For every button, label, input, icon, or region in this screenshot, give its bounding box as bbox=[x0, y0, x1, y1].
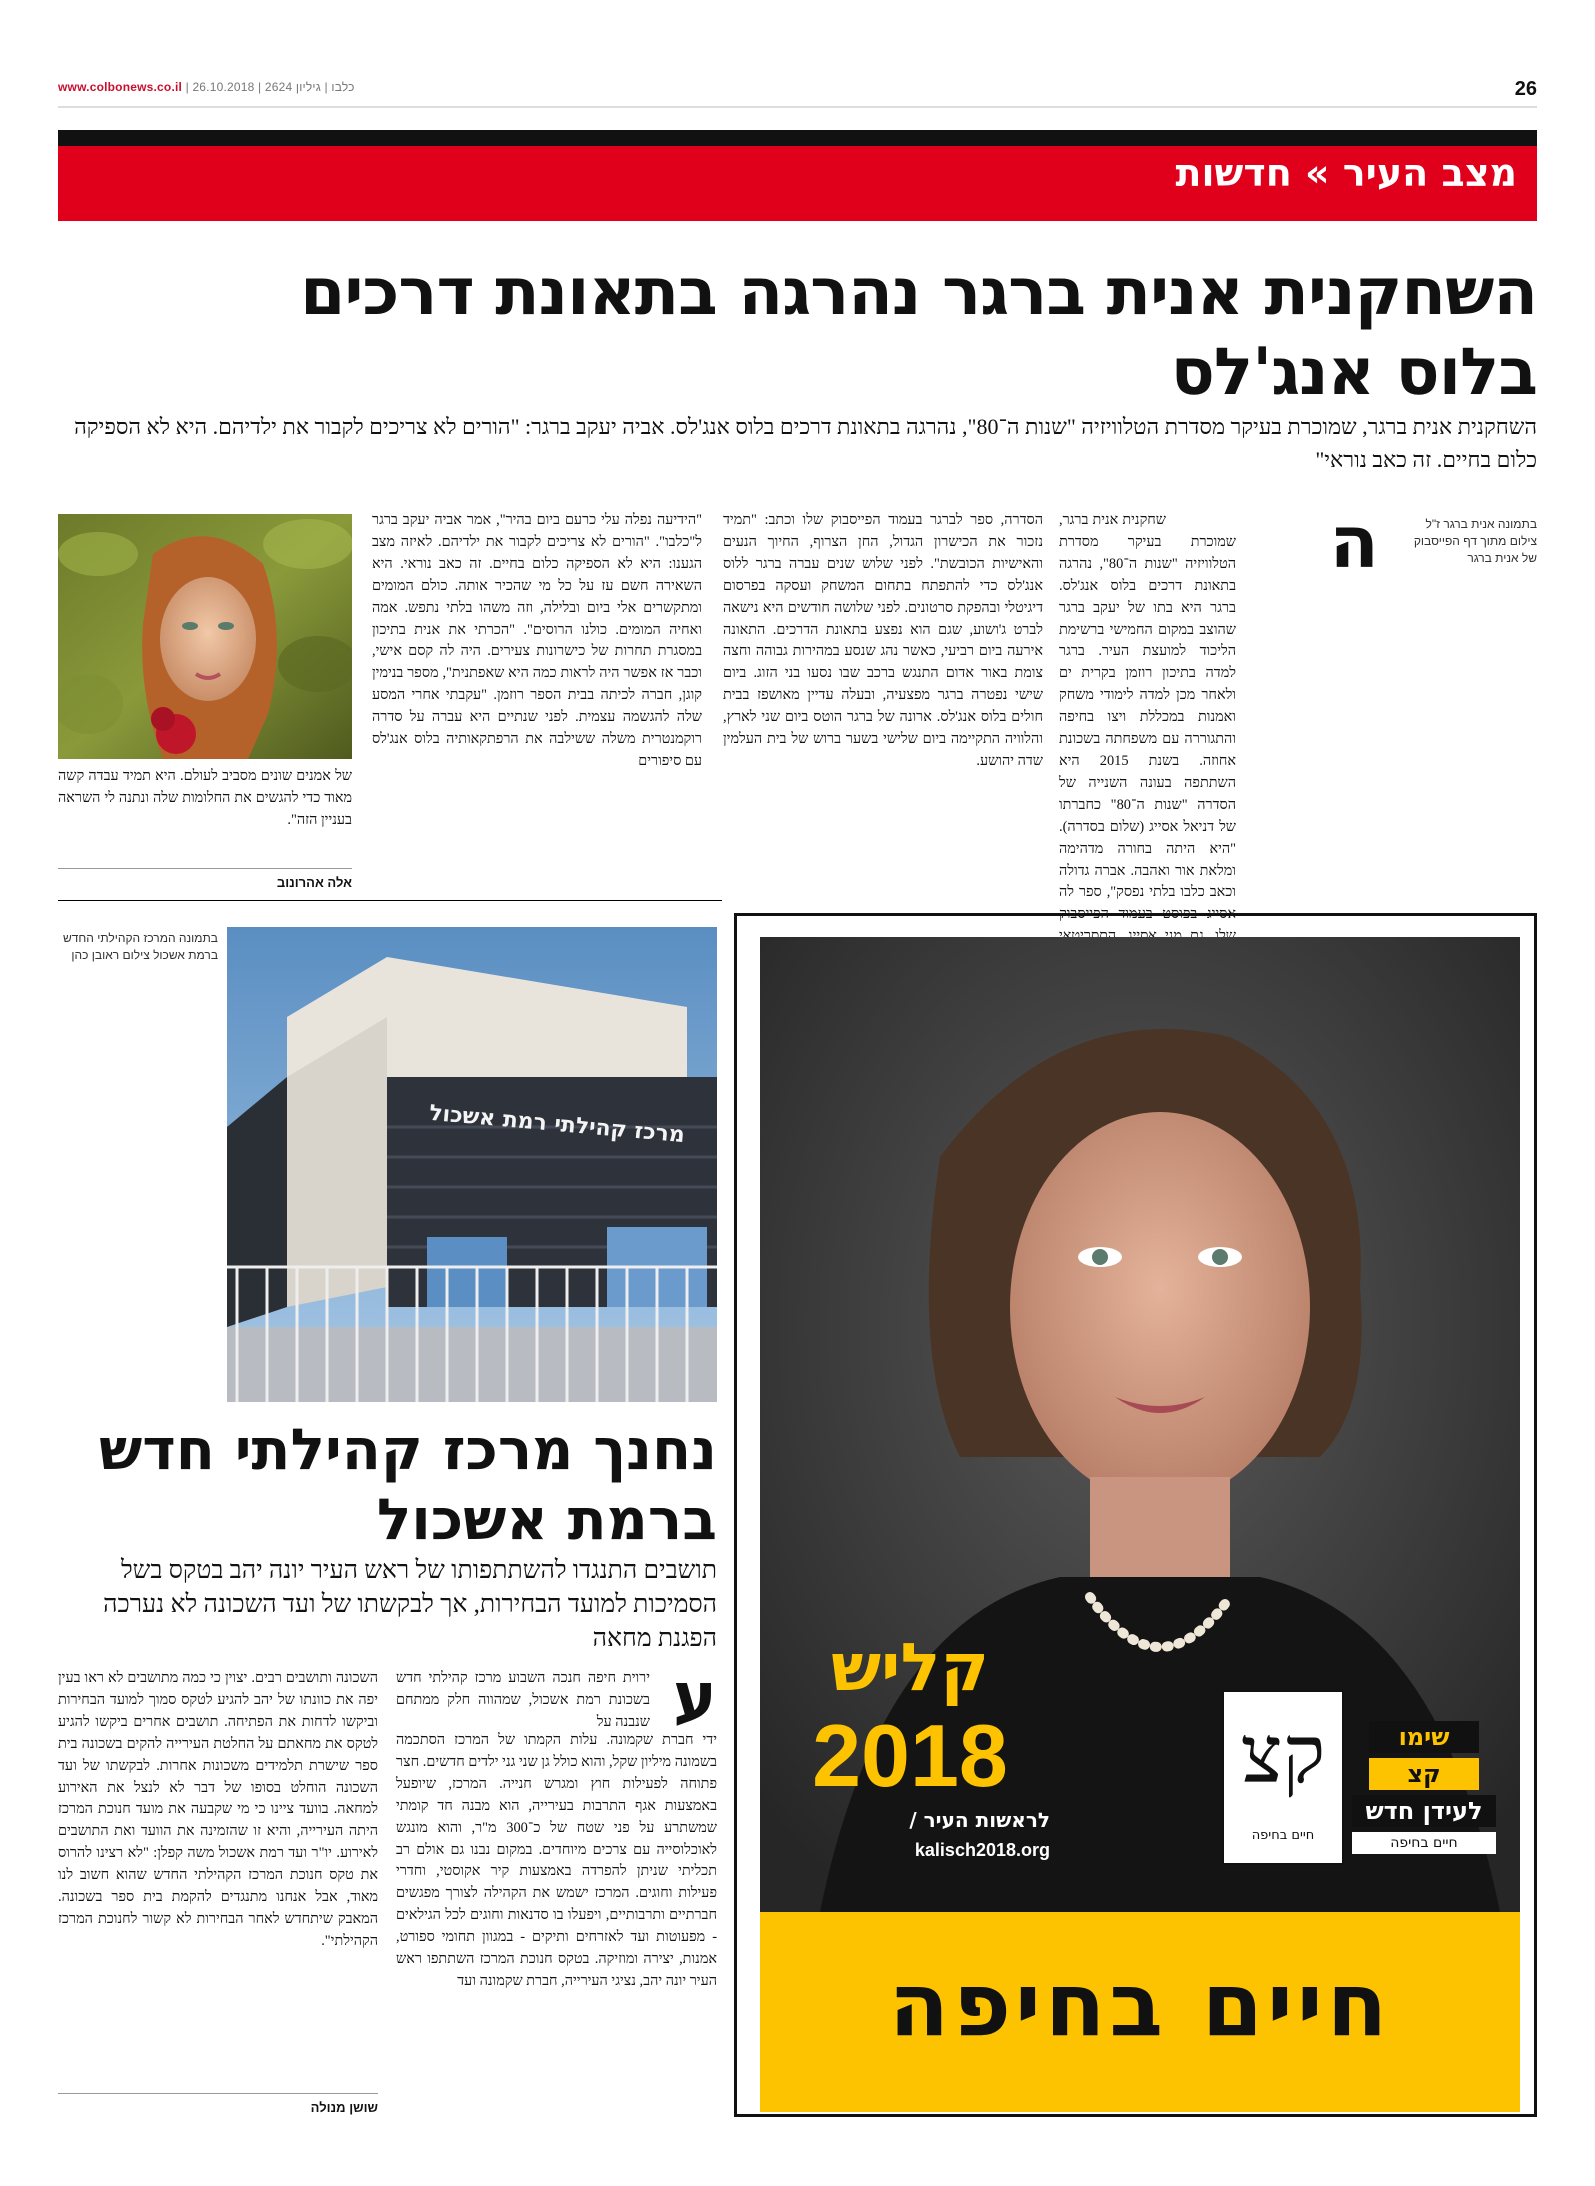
building-sign-text: מרכז קהילתי רמת אשכול bbox=[428, 1100, 686, 1149]
community-center-photo bbox=[227, 927, 717, 1402]
ad-tag-put: שימו bbox=[1369, 1721, 1479, 1753]
story1-column-1: שחקנית אנית ברגר, שמוכרת בעיקר מסדרת הטלוויזיה "שנות ה־80", נהרגה בתאונת דרכים בלוס אנג'לס. ברגר היא בתו של יעקב ברגר שהוצב במקום החמישי ברשימת הליכוד למועצת העיר. ברגר למדה בתיכון רוזמן בקרית ים ולאחר מכן למדה לימודי משחק ואמנות במכללת ויצו בחיפה והתגוררה עם משפחתה בשכונת אחוזה. בשנת 2015 היא השתתפה בעונה השנייה של הסדרה "שנות ה־80" כחברתו של דניאל אסייג (שלום בסדרה). "היא היתה בחורה מדהימה ומלאת אור ואהבה. אברה גדולה וכאב כלבו בלתי נפסק", ספר לה אסייג בפוסט בעמוד הפייסבוק bbox=[1059, 512, 1236, 923]
ad-slogan: חיים בחיפה bbox=[888, 1953, 1392, 2056]
site-url[interactable]: www.colbonews.co.il bbox=[58, 80, 183, 94]
ad-tag-letters: קצ bbox=[1369, 1758, 1479, 1790]
section-label: מצב העיר » חדשות bbox=[1175, 151, 1517, 195]
story1-subhead: השחקנית אנית ברגר, שמוכרת בעיקר מסדרת הטלוויזיה "שנות ה־80", נהרגה בתאונת דרכים בלוס אנג'לס. אביה יעקב ברגר: "הורים לא צריכים לקבור את ילדיהם. היא לא הספיקה כלום בחיים. זה כאב נוראי" bbox=[74, 414, 1537, 472]
masthead-meta bbox=[58, 80, 355, 94]
story1-column-3: "הידיעה נפלה עלי כרעם ביום בהיר", אמר אביה יעקב ברגר ל"כלבו". "הורים לא צריכים לקבור את ילדיהם. לאיזה מצב הגענו: היא לא הספיקה כלום בחיים. זה כאב נוראי. היא השאירה חשם עז על כל מי שהכיר אותה. כולם המומים ומתקשרים אלי ביום ובלילה, וזה משהו בלתי נתפש. אמה ואחיה המומים. כולנו הרוסים". "הכרתי את אנית בתיכון במסגרת תחרות של כישרונות צעירים. היה לה קסם אישי, וכבר אז אפשר היה לראות כמה היא שאפתנית", מספר בנימין קוגן, חברה לכיתה בבית הספר רוזמן. "עקבתי אחרי המסע שלה להגשמה עצמית. לפני שנתיים היא עברה על סדרה רוקמנטרית משלה ששילבה את הרפתקאותיה בלוס אנג'לס עם סיפורים bbox=[372, 512, 702, 769]
story2-column-1-top: ירוית חיפה חנכה השבוע מרכז קהילתי חדש בשכונת רמת אשכול, שמהווה חלק ממתחם שנבנה על bbox=[396, 1670, 650, 1730]
ballot-caption: חיים בחיפה bbox=[1251, 1828, 1315, 1843]
story-divider bbox=[58, 900, 722, 901]
story2-column-1: ידי חברת שקמונה. עלות הקמתו של המרכז הסתכמה בשמונה מיליון שקל, והוא כולל גן שני גני ילדים חדשים. חצר פתוחה לפעילות חוץ ומגרש חנייה. המרכז, שיופעל באמצעות אגף התרבות בעירייה, הוא מבנה חד קומתי שמשתרע על פני שטח של כ־300 מ"ר, והוא מונגש לאוכלוסייה עם צרכים מיוחדים. במקום נבנו גם אולם רב תכליתי שניתן להפרדה באמצעות קיר אקוסטי, וחדרי פעילות וחוגים. המרכז ישמש את הקהילה לצורך מפגשים חברתיים ותרבותיים, ויפעלו בו סדנאות וחוגים לכל הגילאים - מפעוטות ועד לאזרחים ותיקים - במגוון תחומי ספורט, אמנות, יצירה ומוזיקה. בטקס חנוכת המרכז השתתפו ראש העיר יונה יהב, נציגי העירייה, חברת שקמונה ועד bbox=[396, 1732, 717, 1989]
story1-column-4: של אמנים שונים מסביב לעולם. היא תמיד עבדה קשה מאוד כדי להגשים את החלומות שלה ונתנה לי השראה בעניין הזה". bbox=[58, 768, 352, 828]
story1-dropcap: ה bbox=[1329, 500, 1379, 584]
campaign-for-mayor: לראשות העיר / bbox=[909, 1808, 1050, 1832]
ballot-letters: קצ bbox=[1240, 1708, 1326, 1801]
story2-headline: נחנך מרכז קהילתי חדש ברמת אשכול bbox=[99, 1417, 717, 1553]
candidate-name: קליש bbox=[830, 1629, 989, 1706]
story1-photo-caption: בתמונה אנית ברגר ז"ל צילום מתוך דף הפייסבוק של אנית ברגר bbox=[1413, 517, 1537, 565]
ad-tag-party: חיים בחיפה bbox=[1352, 1832, 1496, 1854]
story1-column-2: הסדרה, ספר לברגר בעמוד הפייסבוק שלו וכתב: "תמיד נזכור את הכישרון הגדול, החן הצרוף, החיוך הנעים והאישיות הכובשת". לפני שלוש שנים עברה ברגר ללוס אנג'לס כדי להתפתח בתחום המשחק ועסקה בפרסום דיגיטלי ובהפקת סרטונים. לפני שלושה חודשים היא נישאה לברט ג'ושוע, שגם הוא נפצע בתאונת הדרכים. התאונה אירעה ביום רביעי, כאשר נהג שנסע במהירות גבוהה וחצה צומת באור אדום התנגש ברכב שבו נסעו בני הזוג. ביום שישי נפטרה ברגר מפצעיה, ובעלה עדיין מאושפז בבית חולים בלוס אנג'לס. ארונה של ברגר הוטס ביום שני לארץ, והלוויה התקיימה ביום שלישי בשער ברוש של בית העלמין שדה יהושע. bbox=[723, 512, 1043, 769]
story1-byline: אלה אהרונוב bbox=[58, 868, 352, 890]
top-rule bbox=[58, 106, 1537, 108]
campaign-year: 2018 bbox=[812, 1706, 1008, 1805]
page-number: 26 bbox=[1514, 78, 1537, 100]
issue-meta: | כלבו | גיליון 2624 | 26.10.2018 bbox=[182, 80, 355, 94]
story2-dropcap: ע bbox=[673, 1658, 717, 1735]
story2-byline: שושן מנולה bbox=[58, 2093, 378, 2115]
campaign-url[interactable]: kalisch2018.org bbox=[914, 1840, 1050, 1860]
story2-subhead: תושבים התנגדו להשתתפותו של ראש העיר יונה יהב בטקס בשל הסמיכות למועד הבחירות, אך לבקשתו של ועד השכונה לא נערכה הפגנת מחאה bbox=[103, 1557, 717, 1652]
section-bar-top bbox=[58, 130, 1537, 146]
actress-portrait-photo bbox=[58, 514, 352, 759]
story2-photo-caption: בתמונה המרכז הקהילתי החדש ברמת אשכול צילום ראובן כהן bbox=[62, 931, 218, 962]
story2-column-2: השכונה ותושבים רבים. יצוין כי כמה מתושבים לא ראו בעין יפה את כוונתו של יהב להגיע לטקס סמוך למועד הבחירות וביקשו לדחות את הפתיחה. תושבים אחרים ביקשו להגיע לטקס את מחאתם על החלטת העירייה להקים בשכונה בית ספר שישרת תלמידים משכונות אחרות. לבקשתו של ועד השכונה הוחלט בסופו של דבר לא לנצל את האירוע למחאה. בוועד ציינו כי מי שקבעה את מועד חנוכת המרכז היתה העירייה, והיא זו שהזמינה את הוועד ואת התושבים לאירוע. יו"ר ועד רמת אשכול משה קפלן: "לא רצינו להרוס את טקס חנוכת המרכז הקהילתי החדש שהוא חשוב לנו מאוד, אבל אנחנו מתנגדים להקמת בית ספר בשכונה. המאבק שיתחדש לאחר הבחירות לא קשור לחנוכת המרכז הקהילתי". bbox=[58, 1670, 378, 1949]
story1-headline: השחקנית אנית ברגר נהרגה בתאונת דרכים בלוס אנג'לס bbox=[300, 255, 1537, 410]
ad-tag-new-era: לעידן חדש bbox=[1352, 1795, 1496, 1827]
